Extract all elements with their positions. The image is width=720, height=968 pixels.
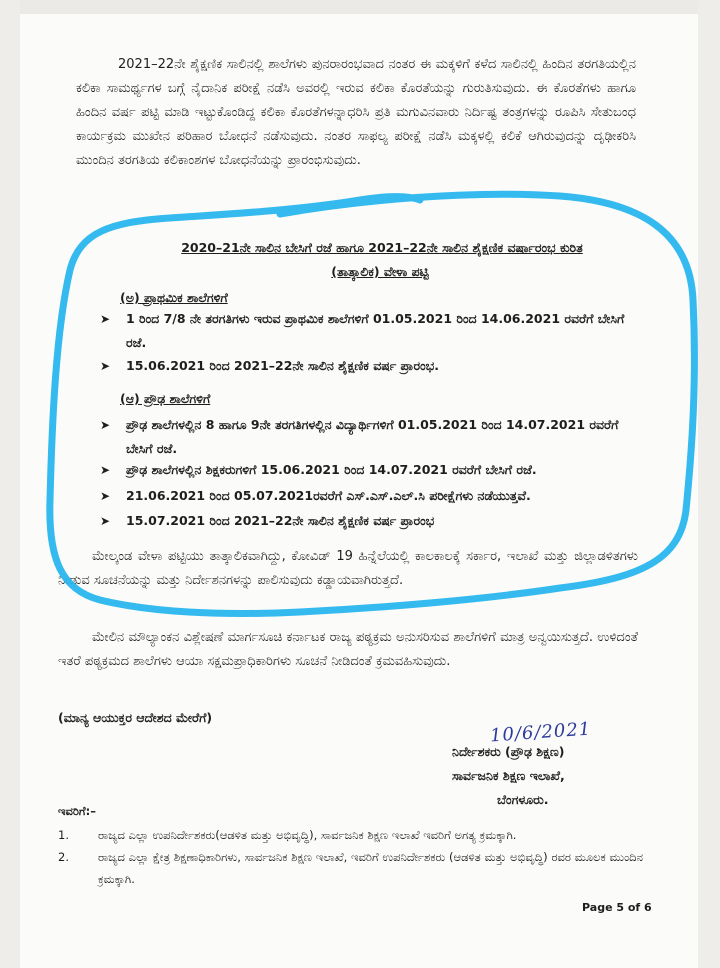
schedule-item-text: ಪ್ರೌಢ ಶಾಲೆಗಳಲ್ಲಿನ 8 ಹಾಗೂ 9ನೇ ತರಗತಿಗಳಲ್ಲಿನ ವಿದ್ಯಾರ್ಥಿಗಳಿಗೆ 01.05.2021 ರಿಂದ 14.07.2021 ರವರೆಗೆ ಬೇಸಿಗೆ ರಜೆ. [126,417,619,456]
signature-title: ನಿರ್ದೇಶಕರು (ಪ್ರೌಢ ಶಿಕ್ಷಣ) [452,744,565,759]
cc-item-text: ರಾಜ್ಯದ ಎಲ್ಲಾ ಉಪನಿರ್ದೇಶಕರು(ಆಡಳಿತ ಮತ್ತು ಅಭಿವೃದ್ಧಿ), ಸಾರ್ವಜನಿಕ ಶಿಕ್ಷಣ ಇಲಾಖೆ ಇವರಿಗೆ ಅಗತ್ಯ ಕ್ರಮಕ್ಕಾಗಿ. [98,828,517,842]
handwritten-signature: 10/6/2021 [489,718,592,747]
arrow-bullet-icon: ➤ [100,489,111,503]
arrow-bullet-icon: ➤ [100,418,111,432]
order-note: (ಮಾನ್ಯ ಆಯುಕ್ತರ ಆದೇಶದ ಮೇರೆಗೆ) [58,710,213,725]
cc-item-number: 2. [58,850,69,864]
section-b-heading: (ಆ) ಪ್ರೌಢ ಶಾಲೆಗಳಿಗೆ [120,391,211,406]
schedule-subtitle: (ತಾತ್ಕಾಲಿಕ) ವೇಳಾ ಪಟ್ಟಿ [331,264,429,279]
signature-city: ಬೆಂಗಳೂರು. [497,792,549,807]
schedule-item-text: 1 ರಿಂದ 7/8 ನೇ ತರಗತಿಗಳು ಇರುವ ಪ್ರಾಥಮಿಕ ಶಾಲೆಗಳಿಗೆ 01.05.2021 ರಿಂದ 14.06.2021 ರವರೆಗೆ ಬೇಸಿಗೆ ರಜೆ. [126,311,625,350]
cc-item-number: 1. [58,828,69,842]
page-number: Page 5 of 6 [582,901,652,914]
intro-paragraph: 2021–22ನೇ ಶೈಕ್ಷಣಿಕ ಸಾಲಿನಲ್ಲಿ ಶಾಲೆಗಳು ಪುನರಾರಂಭವಾದ ನಂತರ ಈ ಮಕ್ಕಳಿಗೆ ಕಳೆದ ಸಾಲಿನಲ್ಲಿ ಹಿಂದಿನ ತರಗತಿಯಲ್ಲಿನ ಕಲಿಕಾ ಸಾಮರ್ಥ್ಯಗಳ ಬಗ್ಗೆ ನೈದಾನಿಕ ಪರೀಕ್ಷೆ ನಡೆಸಿ ಅವರಲ್ಲಿ ಇರುವ ಕಲಿಕಾ ಕೊರತೆಯನ್ನು ಗುರುತಿಸುವುದು. ಈ ಕೊರತೆಗಳು ಹಾಗೂ ಹಿಂದಿನ ವರ್ಷ ಪಟ್ಟಿ ಮಾಡಿ ಇಟ್ಟುಕೊಂಡಿದ್ದ ಕಲಿಕಾ ಕೊರತೆಗಳನ್ನಾಧರಿಸಿ ಪ್ರತಿ ಮಗುವಿನವಾರು ನಿರ್ದಿಷ್ಟ ತಂತ್ರಗಳನ್ನು ರೂಪಿಸಿ ಸೇತುಬಂಧ ಕಾರ್ಯಕ್ರಮ ಮುಖೇನ ಪರಿಹಾರ ಬೋಧನೆ ನಡೆಸುವುದು. ನಂತರ ಸಾಫಲ್ಯ ಪರೀಕ್ಷೆ ನಡೆಸಿ ಮಕ್ಕಳಲ್ಲಿ ಕಲಿಕೆ ಆಗಿರುವುದನ್ನು ದೃಢೀಕರಿಸಿ ಮುಂದಿನ ತರಗತಿಯ ಕಲಿಕಾಂಶಗಳ ಬೋಧನೆಯನ್ನು ಪ್ರಾರಂಭಿಸುವುದು. [76,57,636,168]
cc-heading: ಇವರಿಗೆ:– [58,804,96,818]
schedule-item-text: 15.07.2021 ರಿಂದ 2021–22ನೇ ಸಾಲಿನ ಶೈಕ್ಷಣಿಕ ವರ್ಷ ಪ್ರಾರಂಭ [126,513,435,528]
arrow-bullet-icon: ➤ [100,312,111,326]
schedule-item-text: 21.06.2021 ರಿಂದ 05.07.2021ರವರೆಗೆ ಎಸ್.ಎಸ್.ಎಲ್.ಸಿ ಪರೀಕ್ಷೆಗಳು ನಡೆಯುತ್ತವೆ. [126,488,531,503]
cc-item-text: ರಾಜ್ಯದ ಎಲ್ಲಾ ಕ್ಷೇತ್ರ ಶಿಕ್ಷಣಾಧಿಕಾರಿಗಳು, ಸಾರ್ವಜನಿಕ ಶಿಕ್ಷಣ ಇಲಾಖೆ, ಇವರಿಗೆ ಉಪನಿರ್ದೇಶಕರು (ಆಡಳಿತ ಮತ್ತು ಅಭಿವೃದ್ಧಿ) ರವರ ಮೂಲಕ ಮುಂದಿನ ಕ್ರಮಕ್ಕಾಗಿ. [98,850,643,886]
schedule-title: 2020–21ನೇ ಸಾಲಿನ ಬೇಸಿಗೆ ರಜೆ ಹಾಗೂ 2021–22ನೇ ಸಾಲಿನ ಶೈಕ್ಷಣಿಕ ವರ್ಷಾರಂಭ ಕುರಿತ [181,240,583,255]
signature-department: ಸಾರ್ವಜನಿಕ ಶಿಕ್ಷಣ ಇಲಾಖೆ, [452,768,565,783]
schedule-item-text: ಪ್ರೌಢ ಶಾಲೆಗಳಲ್ಲಿನ ಶಿಕ್ಷಕರುಗಳಿಗೆ 15.06.2021 ರಿಂದ 14.07.2021 ರವರೆಗೆ ಬೇಸಿಗೆ ರಜೆ. [126,462,537,477]
section-a-heading: (ಅ) ಪ್ರಾಥಮಿಕ ಶಾಲೆಗಳಿಗೆ [120,290,228,305]
paragraph-covid-note: ಮೇಲ್ಕಂಡ ವೇಳಾ ಪಟ್ಟಿಯು ತಾತ್ಕಾಲಿಕವಾಗಿದ್ದು, ಕೋವಿಡ್ 19 ಹಿನ್ನೆಲೆಯಲ್ಲಿ ಕಾಲಕಾಲಕ್ಕೆ ಸರ್ಕಾರ, ಇಲಾಖೆ ಮತ್ತು ಜಿಲ್ಲಾಡಳಿತಗಳು ನೀಡುವ ಸೂಚನೆಯನ್ನು ಮತ್ತು ನಿರ್ದೇಶನಗಳನ್ನು ಪಾಲಿಸುವುದು ಕಡ್ಡಾಯವಾಗಿರುತ್ತದೆ. [58,549,638,588]
arrow-bullet-icon: ➤ [100,463,111,477]
schedule-item-text: 15.06.2021 ರಿಂದ 2021–22ನೇ ಸಾಲಿನ ಶೈಕ್ಷಣಿಕ ವರ್ಷ ಪ್ರಾರಂಭ. [126,358,439,373]
arrow-bullet-icon: ➤ [100,359,111,373]
arrow-bullet-icon: ➤ [100,514,111,528]
paragraph-applicability: ಮೇಲಿನ ಮೌಲ್ಯಾಂಕನ ವಿಶ್ಲೇಷಣೆ ಮಾರ್ಗಸೂಚಿ ಕರ್ನಾಟಕ ರಾಜ್ಯ ಪಠ್ಯಕ್ರಮ ಅನುಸರಿಸುವ ಶಾಲೆಗಳಿಗೆ ಮಾತ್ರ ಅನ್ವಯಿಸುತ್ತದೆ. ಉಳಿದಂತೆ ಇತರೆ ಪಠ್ಯಕ್ರಮದ ಶಾಲೆಗಳು ಆಯಾ ಸಕ್ಷಮಪ್ರಾಧಿಕಾರಿಗಳು ಸೂಚನೆ ನೀಡಿದಂತೆ ಕ್ರಮವಹಿಸುವುದು. [58,630,638,669]
